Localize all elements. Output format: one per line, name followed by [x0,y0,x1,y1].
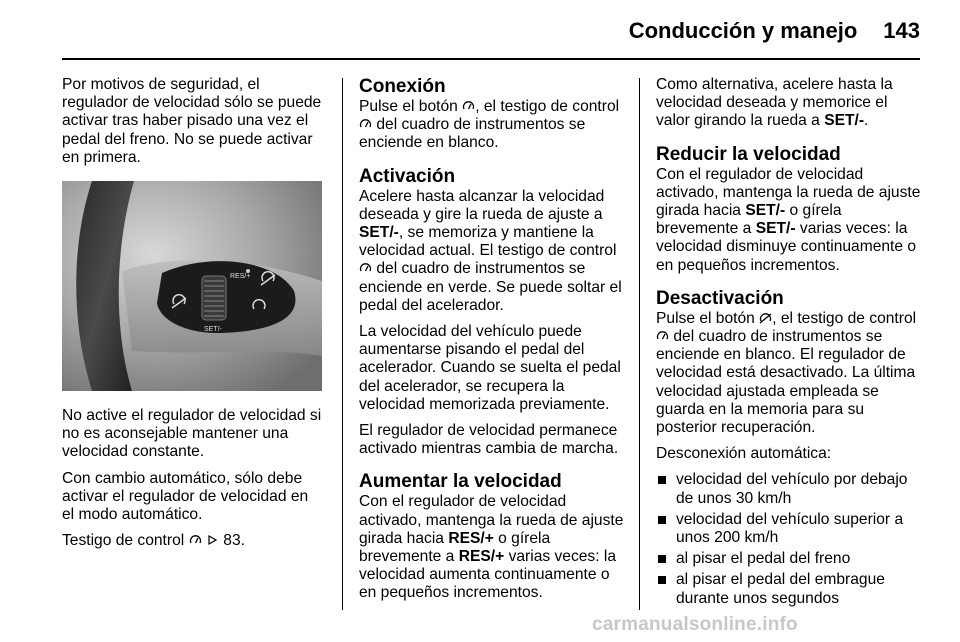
page-number: 143 [883,18,920,43]
section-aumentar: Aumentar la velocidad Con el regulador de velocidad activado, mantenga la rueda de ajuste girada hacia RES/+ o gírela brevemente a RES/+ varias veces: la velocidad aumenta continuamente o en pequeños incrementos. [359,471,627,602]
section-desactivacion: Desactivación Pulse el botón , el testigo de control del cuadro de instrumentos se enciende en blanco. El regulador de velocidad está desactivado. La última velocidad ajustada empleada se guarda en la memoria para su posterior recuperación. Desconexión automática: velocidad del vehículo por debajo de unos 30 km/h velocidad del vehículo superior a unos 200 km/h al pisar el pedal del freno al pisar el pedal del embrague durante unos segundos [656,288,924,608]
auto-disconnect-label: Desconexión automática: [656,445,832,463]
res-label: RES/+ [230,273,251,281]
page-header [0,18,920,44]
heading-aumentar: Aumentar la velocidad [359,471,562,493]
list-item: al pisar el pedal del embrague durante unos segundos [656,571,924,607]
column-2 [359,76,627,611]
steering-wheel-controls-image [62,181,322,391]
control-light-reference: Testigo de control 83. [62,532,245,550]
list-item: velocidad del vehículo superior a unos 200 km/h [656,511,924,547]
column-1 [62,76,324,558]
set-label: SET/- [204,326,222,334]
watermark: carmanualsonline.info [592,614,798,635]
warning-paragraph: No active el regulador de velocidad si no es aconsejable mantener una velocidad constante. [62,407,322,461]
column-divider [342,78,343,610]
cruise-control-icon [656,330,669,342]
steering-wheel-figure [62,181,322,391]
list-item: velocidad del vehículo por debajo de unos 30 km/h [656,471,924,507]
heading-reducir: Reducir la velocidad [656,143,841,165]
list-item: al pisar el pedal del freno [656,550,924,568]
section-activacion: Activación Acelere hasta alcanzar la velocidad deseada y gire la rueda de ajuste a SET/-, se memoriza y mantiene la velocidad actual. El testigo de control del cuadro de instrumentos se enciende en verde. Se puede soltar el pedal del acelerador. La velocidad del vehículo puede aumentarse pisando el pedal del acelerador. Cuando se suelta el pedal del acelerador, se recupera la velocidad memorizada previamente. El regulador de velocidad permanece activado mientras cambia de marcha. [359,166,627,459]
auto-disconnect-list [656,471,924,607]
alternative-paragraph: Como alternativa, acelere hasta la velocidad deseada y memorice el valor girando la rueda a SET/-. [656,76,893,130]
cruise-control-icon [462,100,475,112]
cruise-control-icon [189,534,202,546]
cruise-control-icon [359,118,372,130]
arrow-reference-icon [206,534,219,546]
heading-activacion: Activación [359,165,456,187]
header-rule [62,58,920,60]
section-conexion: Conexión Pulse el botón , el testigo de control del cuadro de instrumentos se enciende en blanco. [359,76,627,153]
heading-conexion: Conexión [359,76,446,97]
cruise-control-icon [359,262,372,274]
column-divider [639,78,640,610]
automatic-paragraph: Con cambio automático, sólo debe activar el regulador de velocidad en el modo automático. [62,469,309,524]
cruise-cancel-icon [759,312,772,324]
page-title: Conducción y manejo [628,18,858,43]
section-reducir: Reducir la velocidad Con el regulador de velocidad activado, mantenga la rueda de ajuste girada hacia SET/- o gírela brevemente a SET/- varias veces: la velocidad disminuye continuamente o en pequeños incrementos. [656,144,924,275]
heading-desactivacion: Desactivación [656,287,784,309]
column-3 [656,76,924,611]
safety-paragraph: Por motivos de seguridad, el regulador de velocidad sólo se puede activar tras haber pisado una vez el pedal del freno. No se puede activar en primera. [62,76,322,166]
